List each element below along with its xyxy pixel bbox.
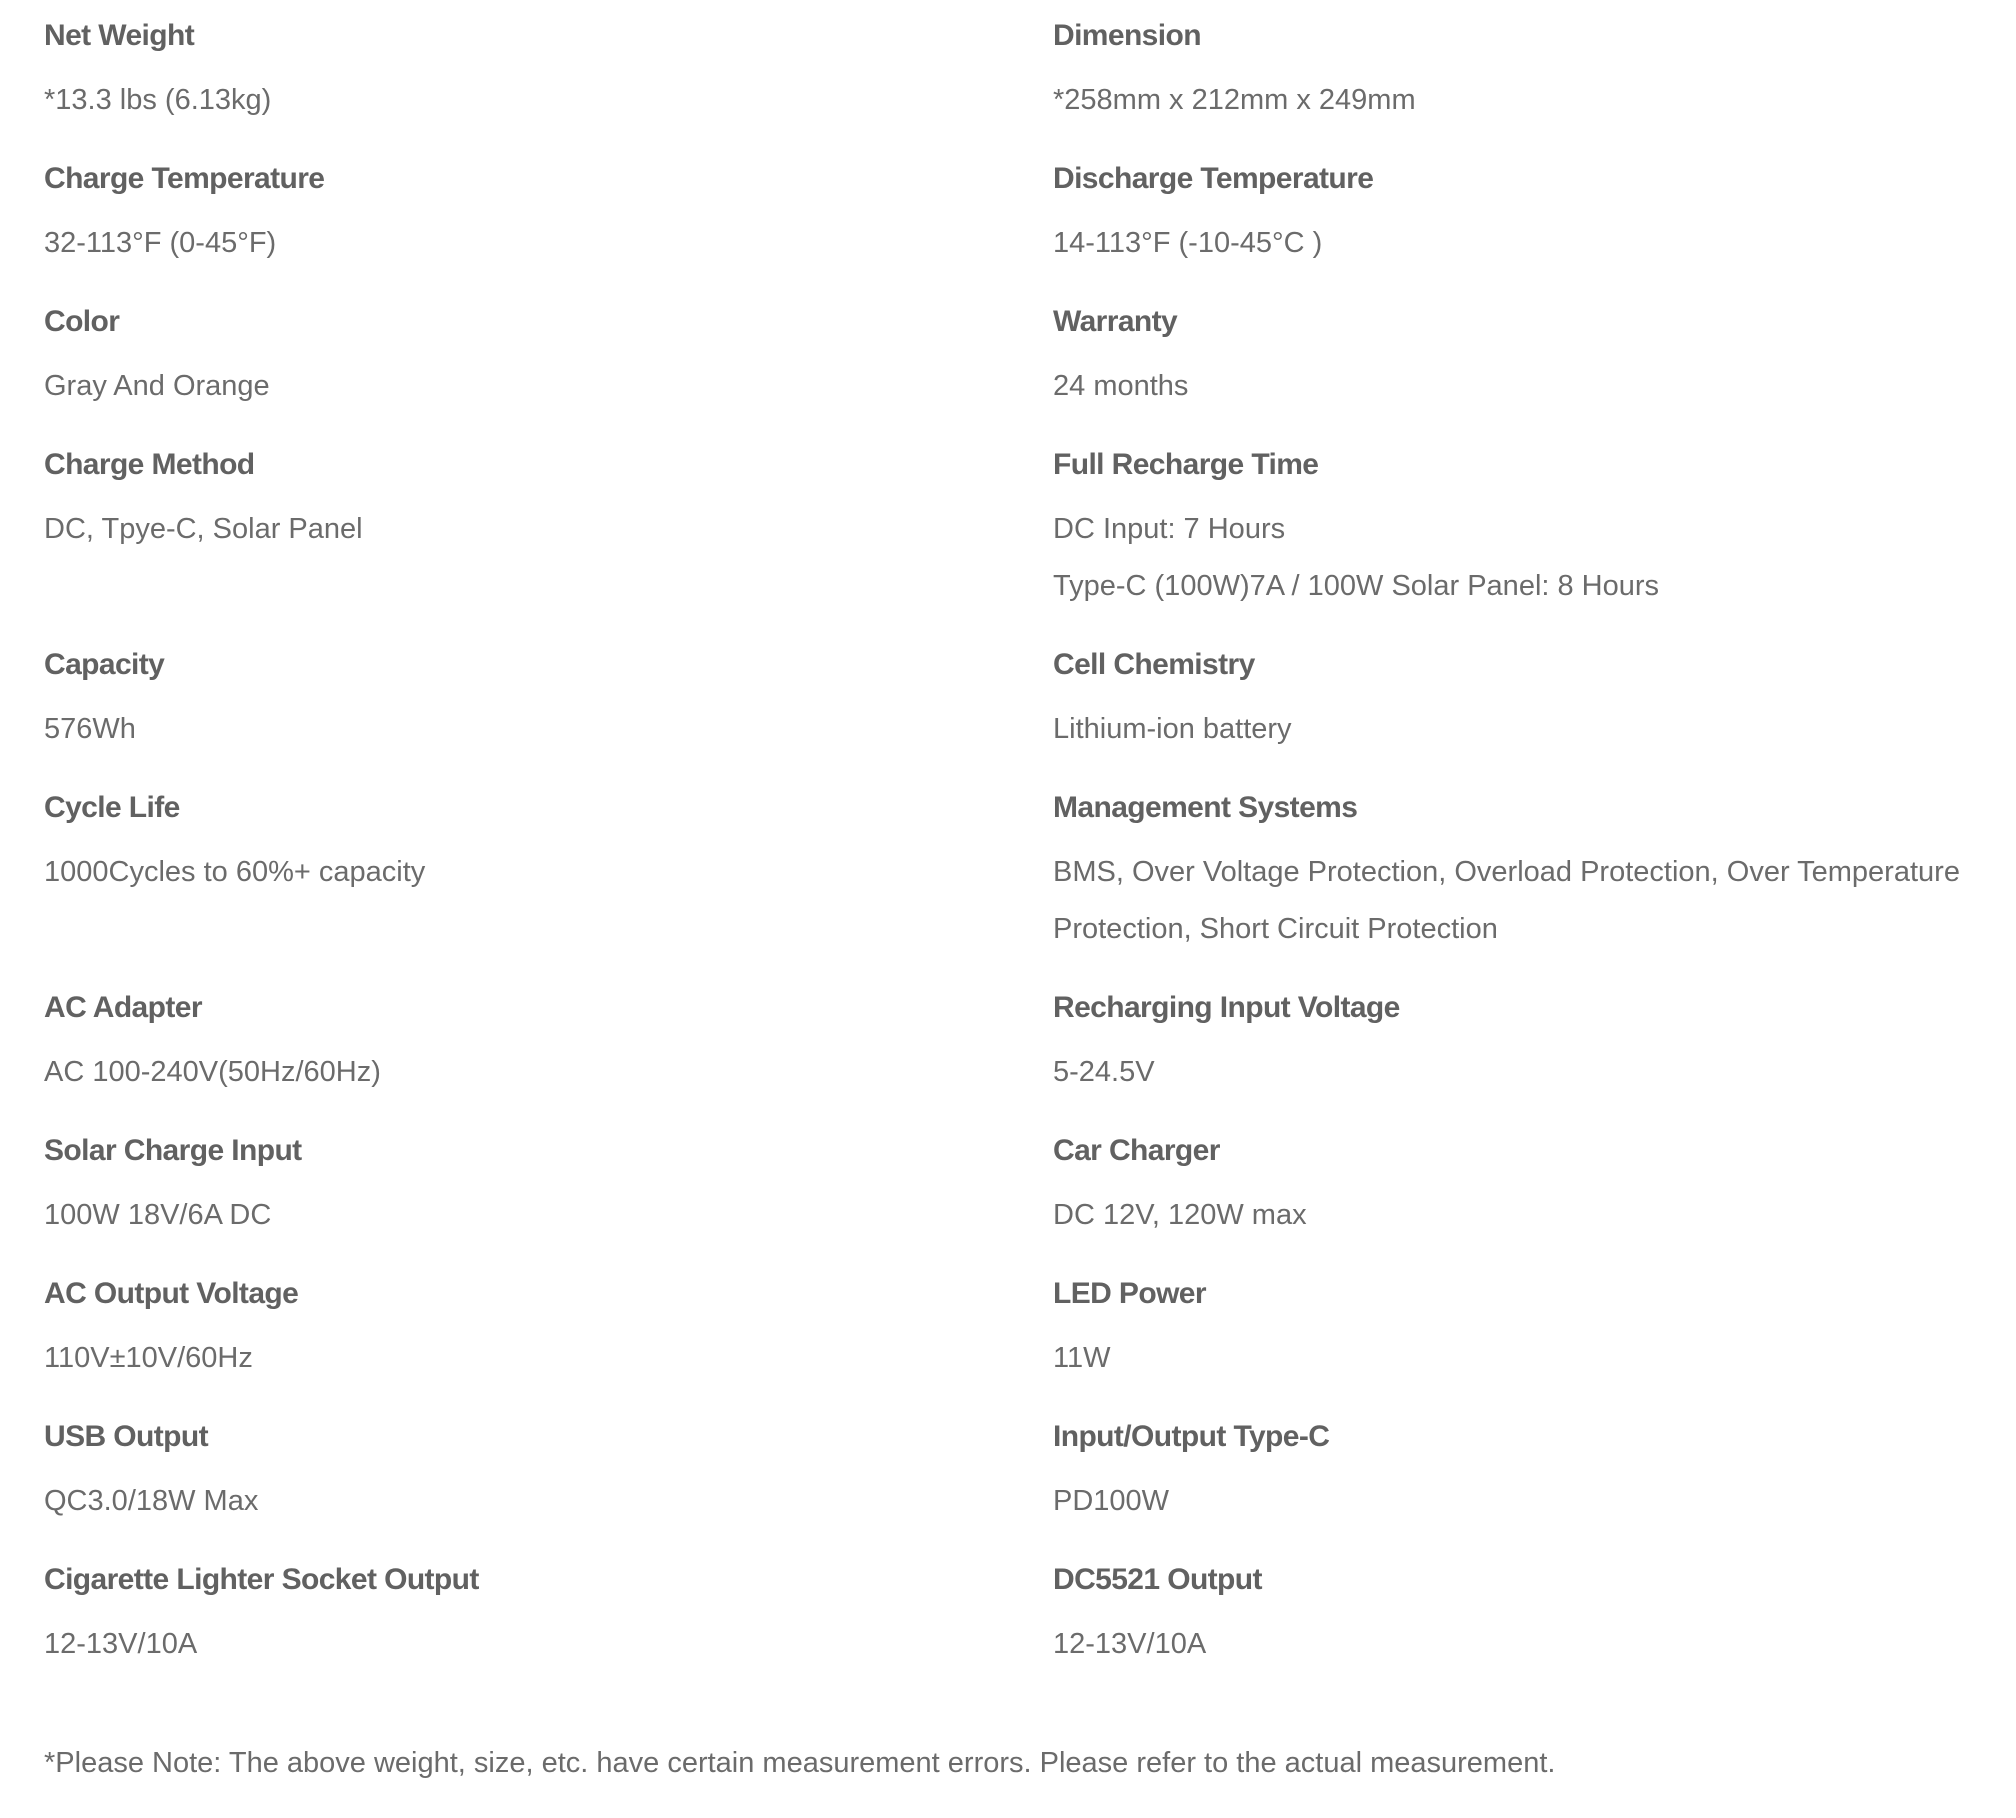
spec-ac-output-voltage [44, 1276, 298, 1387]
spec-value: 1000Cycles to 60%+ capacity [44, 856, 426, 888]
spec-value: PD100W [1053, 1485, 1170, 1517]
spec-value [1053, 844, 1960, 958]
spec-label: Cell Chemistry [1053, 648, 1255, 681]
spec-value: 12-13V/10A [44, 1628, 198, 1660]
spec-led-power [1053, 1276, 1206, 1387]
spec-value: 576Wh [44, 713, 136, 745]
spec-capacity [44, 647, 164, 758]
spec-value: QC3.0/18W Max [44, 1485, 259, 1517]
spec-label: AC Adapter [44, 991, 202, 1024]
spec-label: DC5521 Output [1053, 1563, 1262, 1596]
spec-usb-output [44, 1419, 258, 1530]
spec-label: Charge Temperature [44, 162, 325, 195]
spec-value-line: Protection, Short Circuit Protection [1053, 913, 1498, 945]
spec-net-weight [44, 18, 271, 129]
spec-cycle-life [44, 790, 425, 901]
spec-value: *258mm x 212mm x 249mm [1053, 84, 1416, 116]
spec-label: Management Systems [1053, 791, 1358, 824]
spec-label: Color [44, 305, 120, 338]
spec-label: Discharge Temperature [1053, 162, 1374, 195]
spec-value: 11W [1053, 1342, 1111, 1374]
spec-value: DC 12V, 120W max [1053, 1199, 1307, 1231]
spec-label: Input/Output Type-C [1053, 1420, 1330, 1453]
spec-car-charger [1053, 1133, 1307, 1244]
spec-label: Charge Method [44, 448, 255, 481]
spec-discharge-temperature [1053, 161, 1373, 272]
spec-dc5521-output [1053, 1562, 1262, 1673]
spec-label: Dimension [1053, 19, 1201, 52]
spec-value-line: DC Input: 7 Hours [1053, 513, 1286, 545]
spec-value: 12-13V/10A [1053, 1628, 1207, 1660]
spec-value: 32-113°F (0-45°F) [44, 227, 277, 259]
spec-label: Net Weight [44, 19, 195, 52]
spec-management-systems [1053, 790, 1960, 958]
spec-value: 24 months [1053, 370, 1189, 402]
spec-label: Capacity [44, 648, 165, 681]
spec-value: 100W 18V/6A DC [44, 1199, 272, 1231]
spec-label: Solar Charge Input [44, 1134, 302, 1167]
spec-label: Cycle Life [44, 791, 180, 824]
spec-cigarette-lighter-socket-output [44, 1562, 479, 1673]
spec-value [1053, 501, 1659, 615]
measurement-note: *Please Note: The above weight, size, etc. have certain measurement errors. Please refer to the actual measurement. [44, 1747, 1556, 1779]
spec-input-output-type-c [1053, 1419, 1329, 1530]
spec-recharging-input-voltage [1053, 990, 1400, 1101]
spec-color [44, 304, 270, 415]
spec-charge-temperature [44, 161, 324, 272]
spec-charge-method [44, 447, 363, 558]
spec-label: AC Output Voltage [44, 1277, 299, 1310]
spec-label: Warranty [1053, 305, 1178, 338]
spec-solar-charge-input [44, 1133, 302, 1244]
spec-label: Recharging Input Voltage [1053, 991, 1400, 1024]
spec-dimension [1053, 18, 1416, 129]
spec-label: USB Output [44, 1420, 208, 1453]
spec-value: DC, Tpye-C, Solar Panel [44, 513, 363, 545]
spec-label: Car Charger [1053, 1134, 1220, 1167]
spec-warranty [1053, 304, 1188, 415]
spec-value: 14-113°F (-10-45°C ) [1053, 227, 1323, 259]
spec-value: 5-24.5V [1053, 1056, 1155, 1088]
spec-full-recharge-time [1053, 447, 1659, 615]
spec-value: *13.3 lbs (6.13kg) [44, 84, 272, 116]
spec-value: Gray And Orange [44, 370, 270, 402]
spec-value: AC 100-240V(50Hz/60Hz) [44, 1056, 381, 1088]
spec-value-line: BMS, Over Voltage Protection, Overload Protection, Over Temperature [1053, 856, 1960, 888]
spec-cell-chemistry [1053, 647, 1292, 758]
spec-label: Full Recharge Time [1053, 448, 1319, 481]
spec-value: Lithium-ion battery [1053, 713, 1292, 745]
spec-value: 110V±10V/60Hz [44, 1342, 253, 1374]
spec-label: Cigarette Lighter Socket Output [44, 1563, 479, 1596]
spec-label: LED Power [1053, 1277, 1206, 1310]
spec-ac-adapter [44, 990, 381, 1101]
spec-value-line: Type-C (100W)7A / 100W Solar Panel: 8 Hours [1053, 570, 1660, 602]
